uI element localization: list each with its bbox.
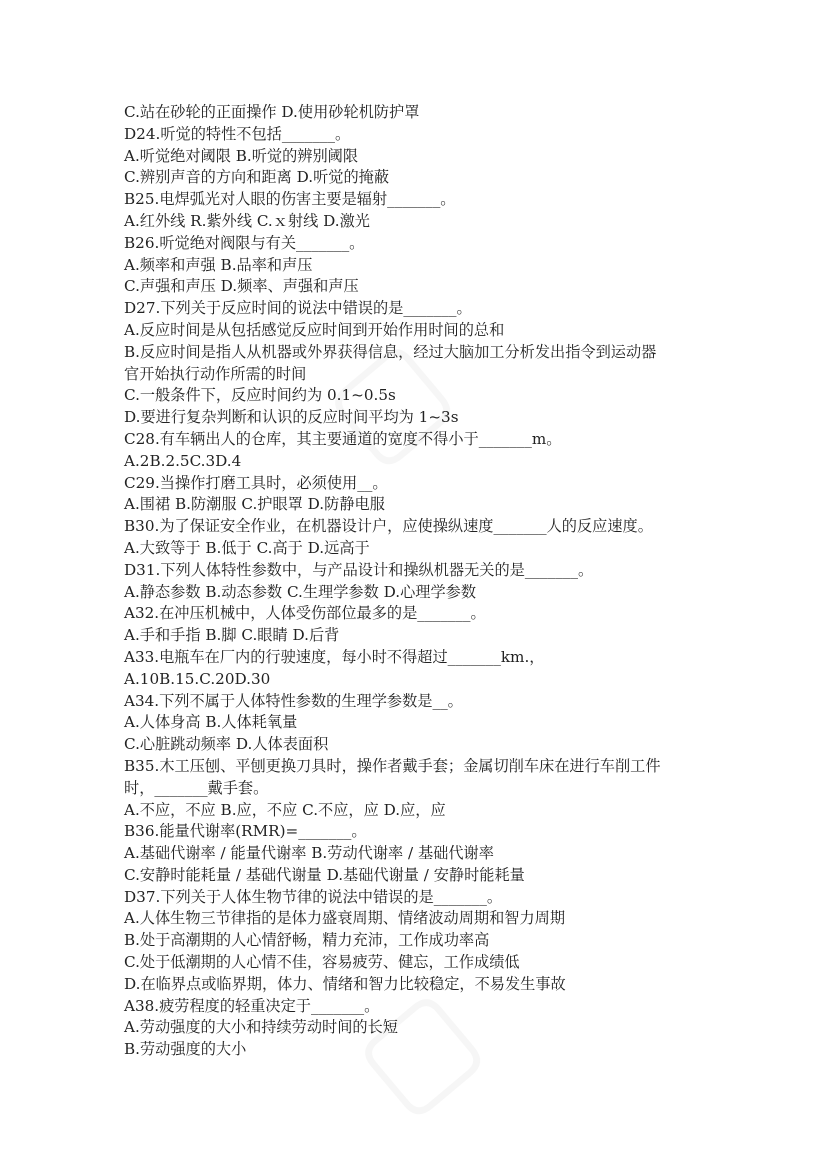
text-line: B30.为了保证安全作业，在机器设计户，应使操纵速度_______人的反应速度。 [124,517,653,536]
text-line: B26.听觉绝对阀限与有关_______。 [124,233,365,252]
text-line: D24.听觉的特性不包括_______。 [124,124,351,143]
document-text [124,102,724,1061]
text-line: 时，_______戴手套。 [124,778,269,797]
text-line: A.围裙 B.防潮服 C.护眼罩 D.防静电服 [124,495,385,514]
text-line: B.反应时间是指人从机器或外界获得信息，经过大脑加工分析发出指令到运动器 [124,342,657,361]
text-line: D31.下列人体特性参数中，与产品设计和操纵机器无关的是_______。 [124,560,594,579]
text-line: A.人体生物三节律指的是体力盛衰周期、情绪波动周期和智力周期 [124,909,566,928]
text-line: D27.下列关于反应时间的说法中错误的是_______。 [124,299,472,318]
text-line: D.在临界点或临界期，体力、情绪和智力比较稳定，不易发生事故 [124,974,566,993]
text-line: D37.下列关于人体生物节律的说法中错误的是_______。 [124,887,503,906]
text-line: C29.当操作打磨工具时，必须使用__。 [124,473,388,492]
text-line: A34.下列不属于人体特性参数的生理学参数是__。 [124,691,463,710]
text-line: A.基础代谢率 / 能量代谢率 B.劳动代谢率 / 基础代谢率 [124,844,494,863]
text-line: A.手和手指 B.脚 C.眼睛 D.后背 [124,626,340,645]
text-line: A.劳动强度的大小和持续劳动时间的长短 [124,1018,398,1037]
text-line: A.红外线 R.紫外线 C.ｘ射线 D.激光 [124,211,370,230]
text-line: A.听觉绝对阈限 B.听觉的辨别阈限 [124,146,359,165]
text-line: C.辨别声音的方向和距离 D.听觉的掩蔽 [124,168,390,187]
text-line: C.站在砂轮的正面操作 D.使用砂轮机防护罩 [124,103,420,121]
text-line: B.处于高潮期的人心情舒畅，精力充沛，工作成功率高 [124,931,490,950]
text-line: B25.电焊弧光对人眼的伤害主要是辐射_______。 [124,190,456,209]
text-line: C.心脏跳动频率 D.人体表面积 [124,735,329,754]
text-line: C28.有车辆出人的仓库，其主要通道的宽度不得小于_______m。 [124,429,562,448]
text-line: B36.能量代谢率(RMR)=_______。 [124,822,367,841]
text-line: C.声强和声压 D.频率、声强和声压 [124,277,359,296]
text-line: A.人体身高 B.人体耗氧量 [124,713,298,732]
text-line: C.一般条件下，反应时间约为 0.1~0.5s [124,386,396,405]
text-line: A38.疲劳程度的轻重决定于_______。 [124,996,380,1015]
text-line: A.10B.15.C.20D.30 [124,669,271,688]
text-line: B.劳动强度的大小 [124,1040,247,1059]
text-line: C.安静时能耗量 / 基础代谢量 D.基础代谢量 / 安静时能耗量 [124,865,525,884]
text-line: A.不应，不应 B.应，不应 C.不应，应 D.应，应 [124,800,446,819]
text-line: A33.电瓶车在厂内的行驶速度，每小时不得超过_______km.， [124,647,545,666]
text-line: 官开始执行动作所需的时间 [124,364,307,383]
text-line: B35.木工压刨、平刨更换刀具时，操作者戴手套；金属切削车床在进行车削工件 [124,756,661,775]
text-line: A.2B.2.5C.3D.4 [124,451,242,470]
text-line: A.大致等于 B.低于 C.高于 D.远高于 [124,538,370,557]
text-line: C.处于低潮期的人心情不佳，容易疲劳、健忘，工作成绩低 [124,953,520,972]
text-line: A32.在冲压机械中，人体受伤部位最多的是_______。 [124,604,486,623]
text-line: A.静态参数 B.动态参数 C.生理学参数 D.心理学参数 [124,582,477,601]
text-line: D.要进行复杂判断和认识的反应时间平均为 1~3s [124,408,459,427]
text-line: A.频率和声强 B.品率和声压 [124,255,313,274]
text-line: A.反应时间是从包括感觉反应时间到开始作用时间的总和 [124,320,505,339]
